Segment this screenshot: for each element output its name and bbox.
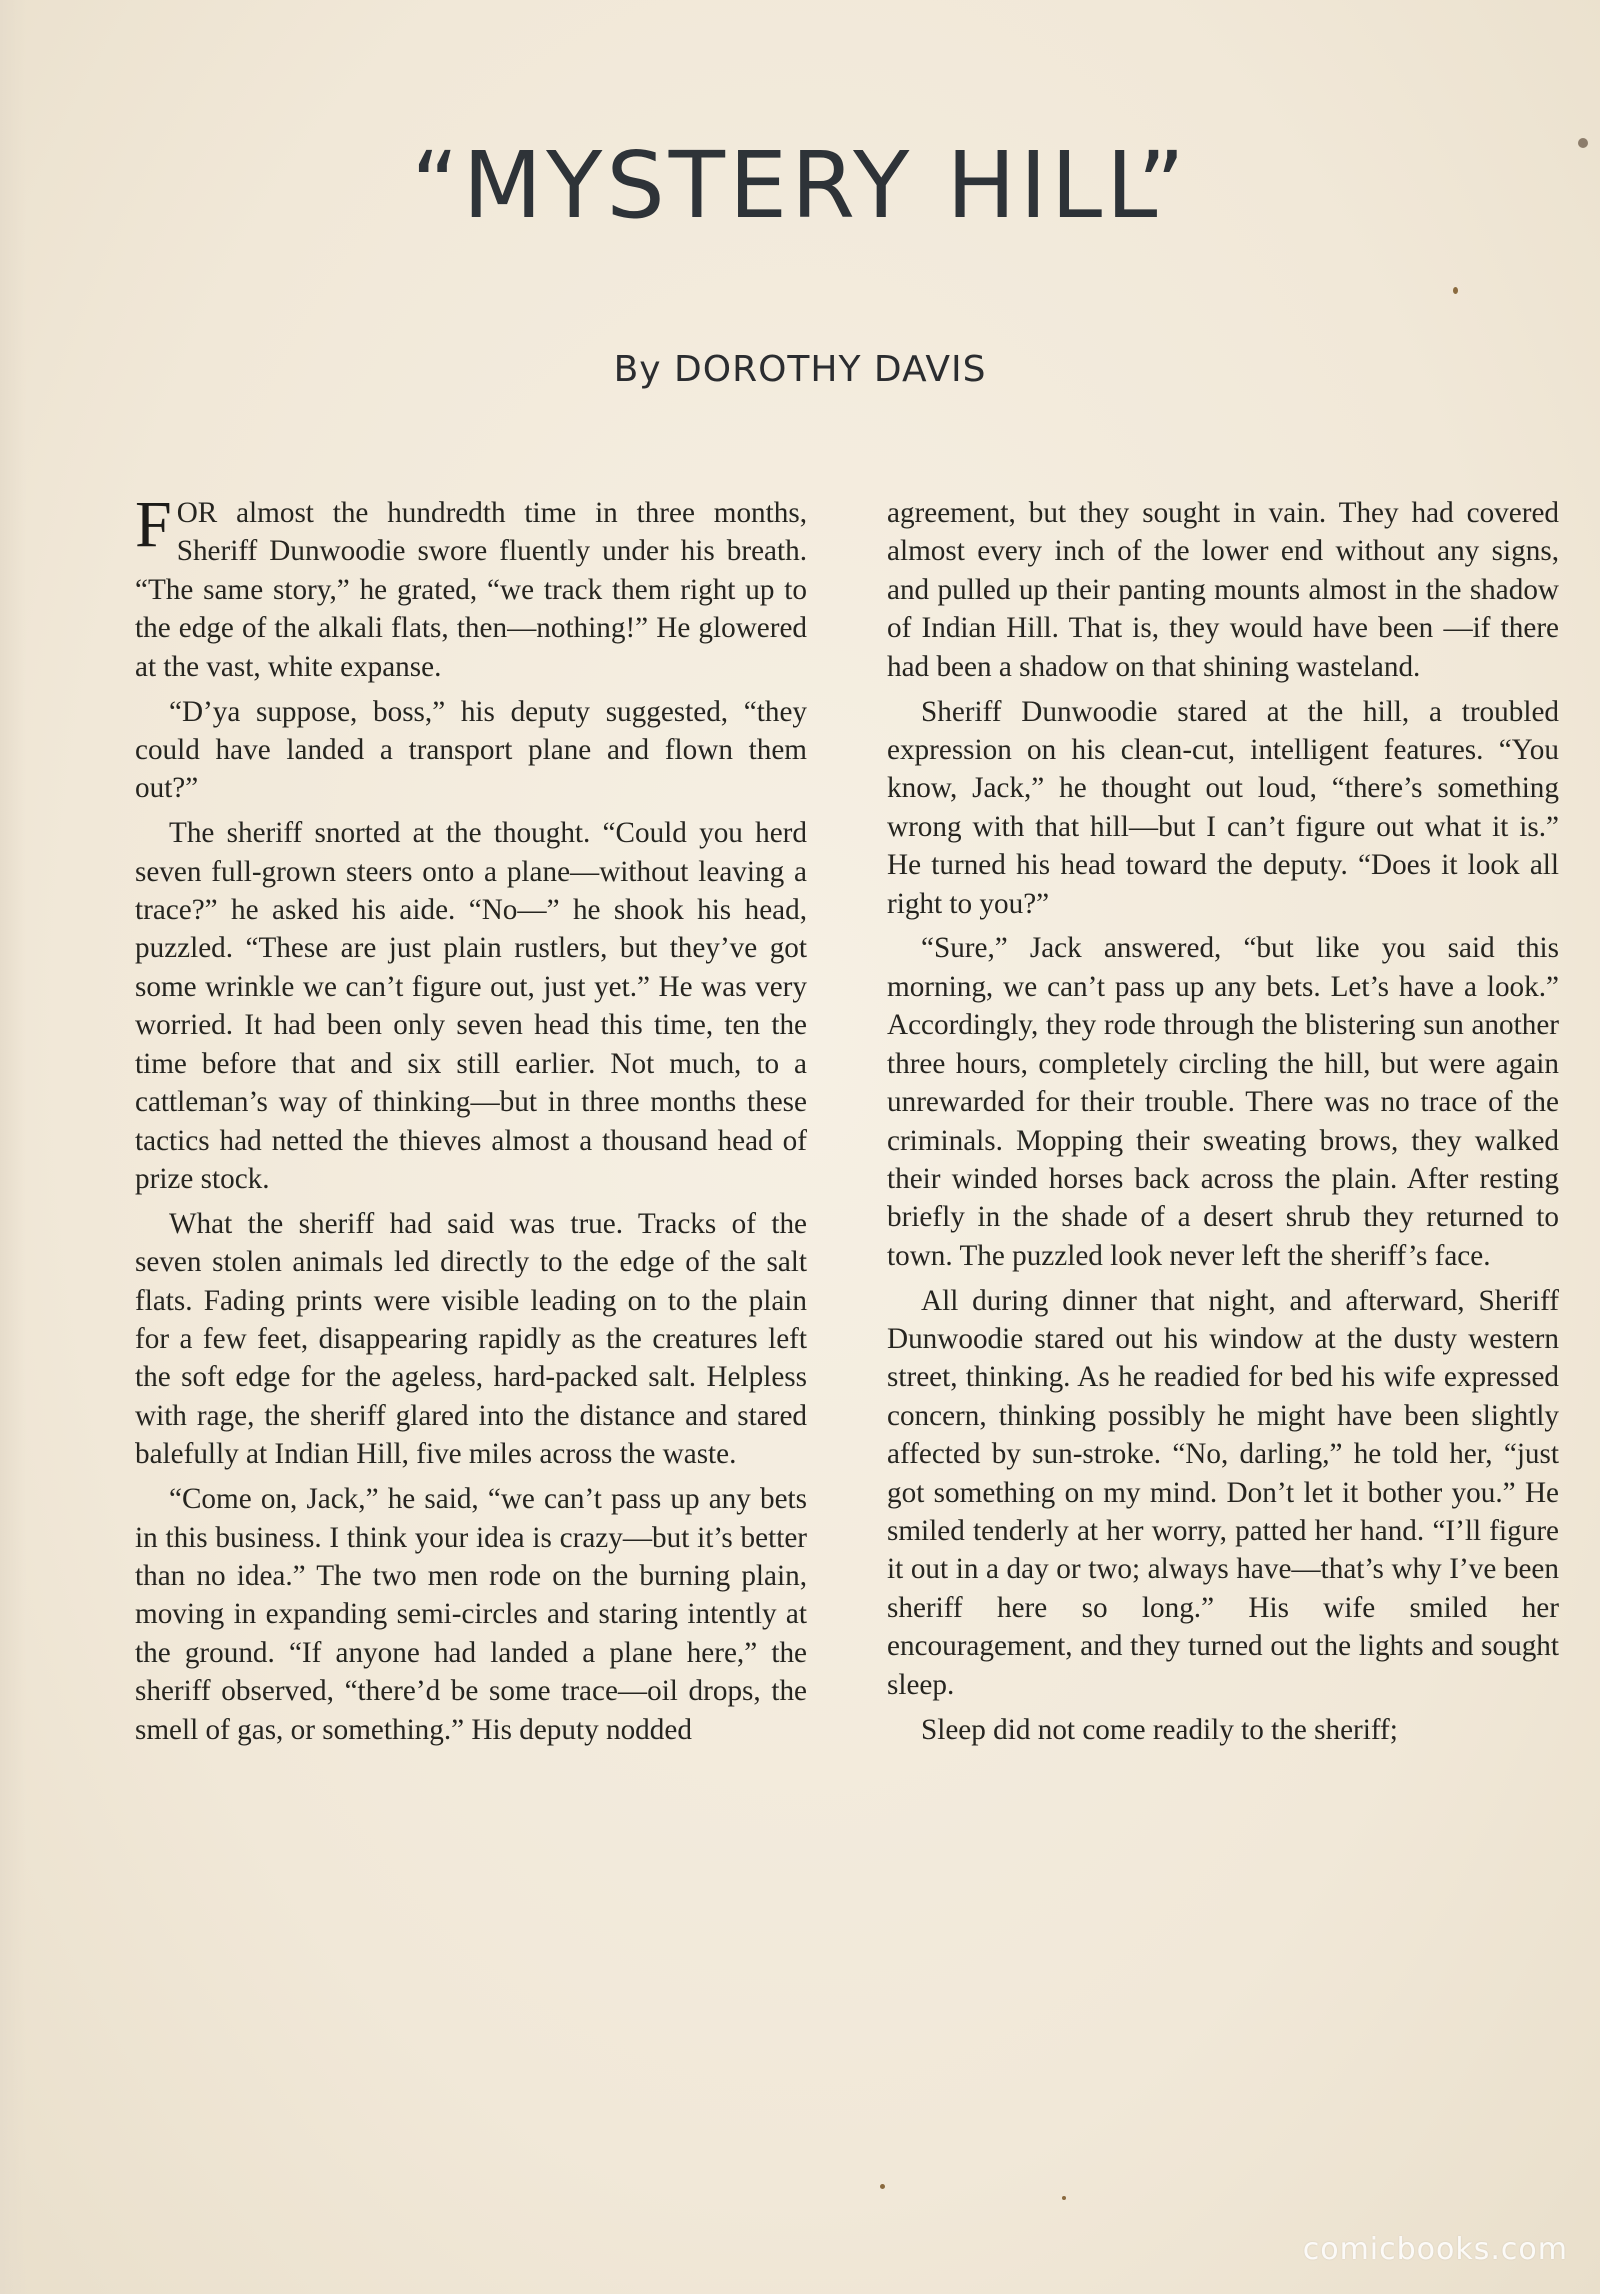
paragraph-continued: agreement, but they sought in vain. They had covered almost every inch of the lower end without any signs, and pulled up their panting mounts almost in the shadow of Indian Hill. That is, they would have been —if there had been a shadow on that shining wasteland. xyxy=(887,497,1559,683)
paper-speck xyxy=(880,2184,885,2189)
paragraph-text: OR almost the hundredth time in three months, Sheriff Dunwoodie swore fluently under his breath. “The same story,” he grated, “we track them right up to the edge of the alkali flats, then—nothing!” He glowered at the vast, white expanse. xyxy=(135,497,807,683)
page-edge-shadow xyxy=(0,0,26,2294)
text-column-right xyxy=(887,494,1559,1756)
paragraph: All during dinner that night, and afterward, Sheriff Dunwoodie stared out his window at the dusty western street, thinking. As he readied for bed his wife expressed concern, thinking possibly he might have been slightly affected by sun-stroke. “No, darling,” he told her, “just got something on my mind. Don’t let it bother you.” He smiled tenderly at her worry, patted her hand. “I’ll figure it out in a day or two; always have—that’s why I’ve been sheriff here so long.” His wife smiled her encouragement, and they turned out the lights and sought sleep. xyxy=(887,1284,1559,1701)
paper-speck xyxy=(1453,287,1458,294)
paragraph: Sleep did not come readily to the sheriff; xyxy=(921,1713,1398,1746)
author-byline: By DOROTHY DAVIS xyxy=(613,349,987,390)
paragraph: “D’ya suppose, boss,” his deputy suggested, “they could have landed a transport plane and flown them out?” xyxy=(135,695,807,805)
drop-cap: F xyxy=(135,488,172,561)
paragraph: What the sheriff had said was true. Tracks of the seven stolen animals led directly to the edge of the salt flats. Fading prints were visible leading on to the plain for a few feet, disappearing rapidly as the creatures left the soft edge for the ageless, hard-packed salt. Helpless with rage, the sheriff glared into the distance and stared balefully at Indian Hill, five miles across the waste. xyxy=(135,1207,807,1471)
paragraph: “Sure,” Jack answered, “but like you said this morning, we can’t pass up any bets. Let’s have a look.” Accordingly, they rode through the blistering sun another three hours, completely circling the hill, but were again unrewarded for their trouble. There was no trace of the criminals. Mopping their sweating brows, they walked their winded horses back across the plain. After resting briefly in the shade of a desert shrub they returned to town. The puzzled look never left the sheriff’s face. xyxy=(887,932,1559,1272)
text-column-left xyxy=(135,488,807,1756)
paper-speck xyxy=(1062,2196,1066,2200)
story-title: “MYSTERY HILL” xyxy=(411,132,1189,239)
paragraph xyxy=(135,488,807,686)
paragraph: “Come on, Jack,” he said, “we can’t pass up any bets in this business. I think your idea is crazy—but it’s better than no idea.” The two men rode on the burning plain, moving in expanding semi-circles and staring intently at the ground. “If anyone had landed a plane here,” the sheriff observed, “there’d be some trace—oil drops, the smell of gas, or something.” His deputy nodded xyxy=(135,1483,807,1746)
site-watermark: comicbooks.com xyxy=(1302,2232,1568,2267)
paragraph: Sheriff Dunwoodie stared at the hill, a troubled expression on his clean-cut, intelligent features. “You know, Jack,” he thought out loud, “there’s something wrong with that hill—but I can’t figure out what it is.” He turned his head toward the deputy. “Does it look all right to you?” xyxy=(887,695,1559,920)
paragraph: The sheriff snorted at the thought. “Could you herd seven full-grown steers onto a plane—without leaving a trace?” he asked his aide. “No—” he shook his head, puzzled. “These are just plain rustlers, but they’ve got some wrinkle we can’t figure out, just yet.” He was very worried. It had been only seven head this time, ten the time before that and six still earlier. Not much, to a cattleman’s way of thinking—but in three months these tactics had netted the thieves almost a thousand head of prize stock. xyxy=(135,817,807,1195)
